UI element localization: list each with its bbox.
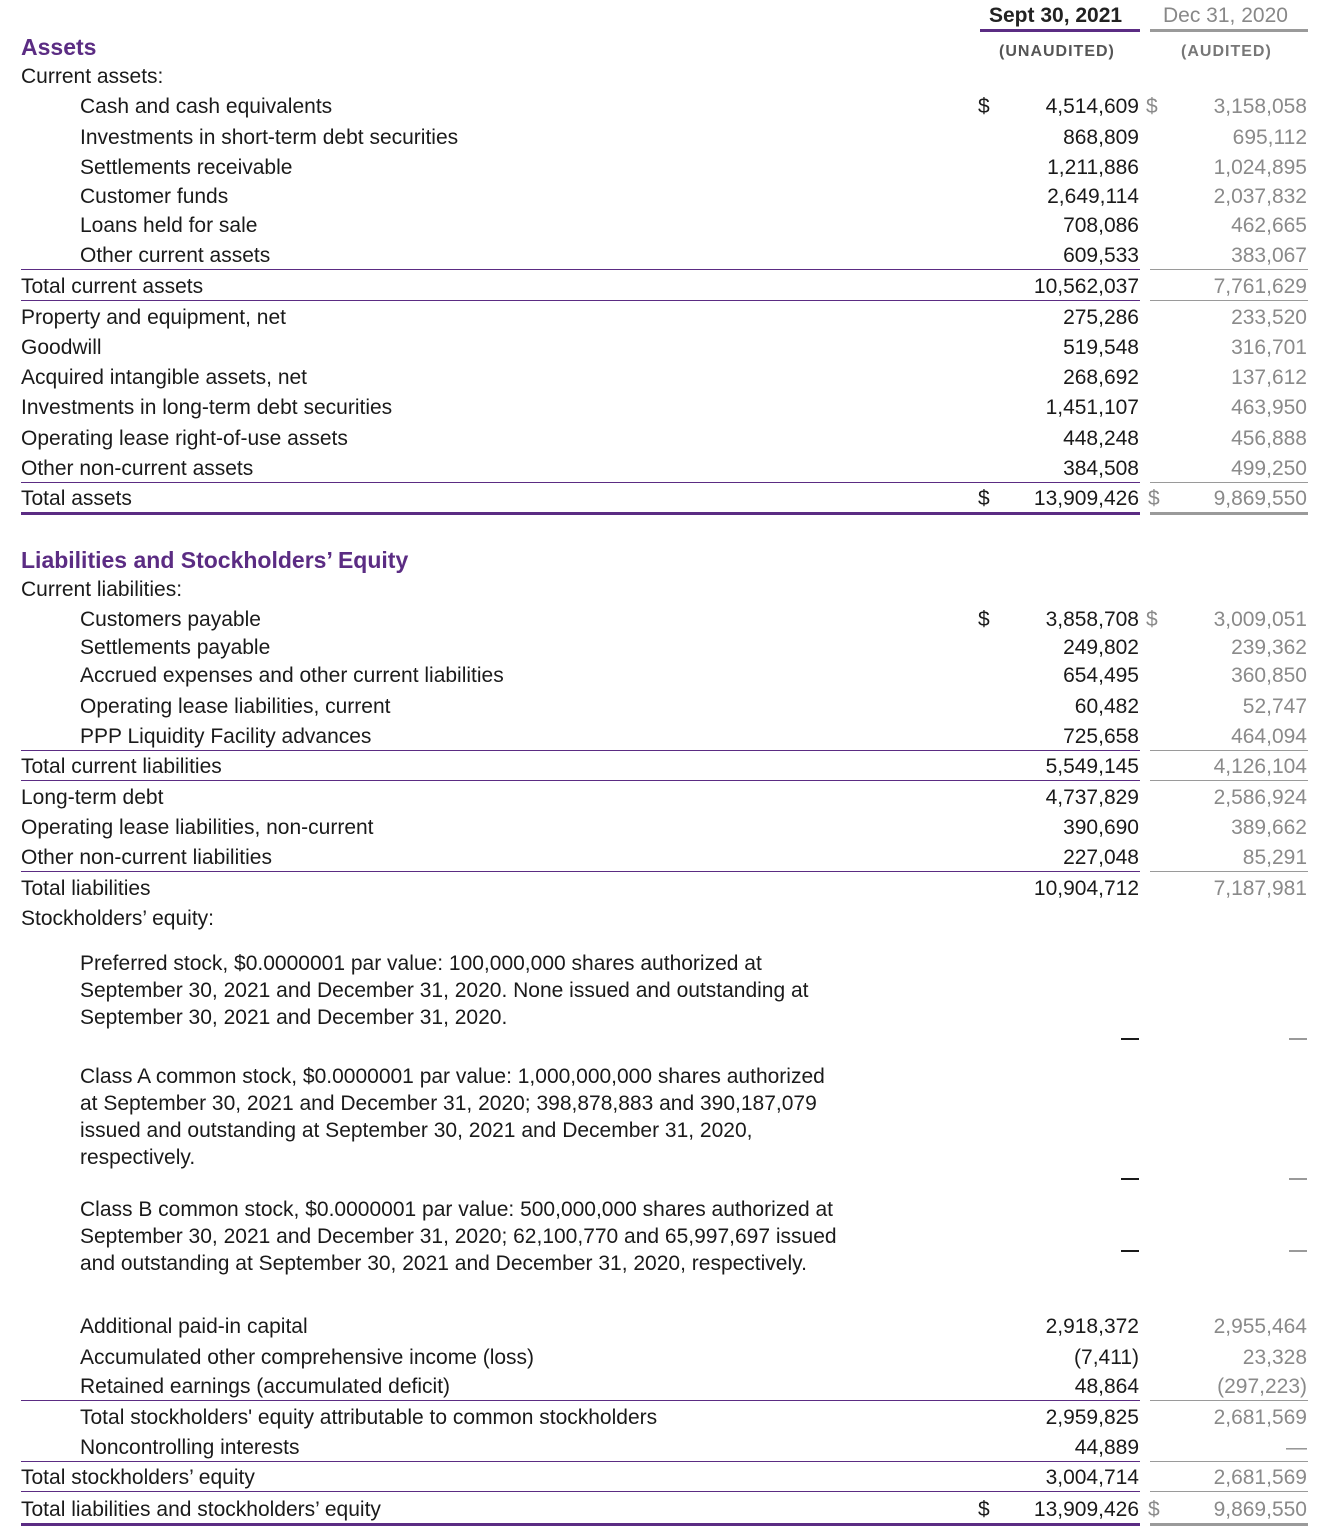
row-label: Total stockholders' equity attributable to common stockholders bbox=[80, 1406, 658, 1429]
row-label: Other current assets bbox=[80, 244, 271, 267]
row-value-2021: 13,909,426 bbox=[1033, 1498, 1139, 1521]
total-underline bbox=[21, 512, 1140, 515]
class-b-stock-description: Class B common stock, $0.0000001 par value: 500,000,000 shares authorized at September 30, 2021 and December 31, 2020; 62,100,770 and 65,997,697 issued and outstanding at September 30, 2021 and December 31, 2020, respectively. bbox=[80, 1198, 837, 1275]
divider bbox=[21, 871, 1140, 872]
row-label: Settlements receivable bbox=[80, 156, 293, 179]
row-value-2021: 44,889 bbox=[1074, 1436, 1139, 1459]
row-value-2020: 462,665 bbox=[1231, 214, 1307, 237]
divider bbox=[1150, 300, 1308, 301]
row-label: Operating lease liabilities, current bbox=[80, 695, 391, 718]
currency-symbol: $ bbox=[978, 1498, 990, 1521]
divider bbox=[1150, 482, 1308, 483]
row-value-2020: 3,158,058 bbox=[1213, 95, 1307, 118]
row-label: Other non-current assets bbox=[21, 457, 254, 480]
section-title-liabilities: Liabilities and Stockholders’ Equity bbox=[21, 547, 409, 573]
currency-symbol: $ bbox=[1146, 95, 1158, 118]
divider bbox=[21, 1400, 1140, 1401]
divider bbox=[1150, 1491, 1308, 1492]
current-assets-label: Current assets: bbox=[21, 65, 164, 88]
row-value-2020: 2,586,924 bbox=[1213, 786, 1307, 809]
row-value-2020: 233,520 bbox=[1231, 306, 1307, 329]
total-underline bbox=[1150, 1523, 1308, 1526]
row-label: Total liabilities and stockholders’ equity bbox=[21, 1498, 381, 1521]
row-value-2020: 9,869,550 bbox=[1213, 487, 1307, 510]
row-label: Total current assets bbox=[21, 275, 204, 298]
row-value-2020: 316,701 bbox=[1231, 336, 1307, 359]
row-value-2021: 10,904,712 bbox=[1033, 877, 1139, 900]
row-value-2020: 85,291 bbox=[1242, 846, 1307, 869]
row-value-2021: 2,918,372 bbox=[1045, 1315, 1139, 1338]
row-value-2021: 48,864 bbox=[1074, 1375, 1139, 1398]
nil-dash bbox=[1289, 1178, 1307, 1180]
row-value-2021: 708,086 bbox=[1063, 214, 1139, 237]
row-value-2021: 227,048 bbox=[1063, 846, 1139, 869]
row-value-2020: (297,223) bbox=[1217, 1375, 1307, 1398]
row-label: Total current liabilities bbox=[21, 755, 222, 778]
row-value-2020: 464,094 bbox=[1231, 725, 1307, 748]
row-value-2020: — bbox=[1286, 1436, 1307, 1459]
row-label: Customers payable bbox=[80, 608, 261, 631]
row-value-2020: 499,250 bbox=[1231, 457, 1307, 480]
class-a-stock-description: Class A common stock, $0.0000001 par value: 1,000,000,000 shares authorized at September 30, 2021 and December 31, 2020; 398,878,883 and 390,187,079 issued and outstanding at September 30, 2021 and December 31, 2020, respectively. bbox=[80, 1065, 825, 1169]
currency-symbol: $ bbox=[978, 487, 990, 510]
row-label: Investments in long-term debt securities bbox=[21, 396, 393, 419]
row-value-2021: 13,909,426 bbox=[1033, 487, 1139, 510]
row-value-2021: 1,451,107 bbox=[1045, 396, 1139, 419]
divider bbox=[1150, 269, 1308, 270]
row-value-2020: 360,850 bbox=[1231, 664, 1307, 687]
column-header-sept-2021: Sept 30, 2021 bbox=[989, 4, 1123, 27]
row-value-2021: 5,549,145 bbox=[1045, 755, 1139, 778]
row-value-2021: 60,482 bbox=[1074, 695, 1139, 718]
row-value-2020: 137,612 bbox=[1231, 366, 1307, 389]
row-value-2021: 448,248 bbox=[1063, 427, 1139, 450]
row-value-2021: 3,004,714 bbox=[1045, 1466, 1139, 1489]
row-label: Customer funds bbox=[80, 185, 229, 208]
section-title-assets: Assets bbox=[21, 34, 97, 60]
row-value-2020: 7,761,629 bbox=[1213, 275, 1307, 298]
row-value-2020: 4,126,104 bbox=[1213, 755, 1307, 778]
row-label: Cash and cash equivalents bbox=[80, 95, 333, 118]
divider bbox=[1150, 1461, 1308, 1462]
row-value-2020: 23,328 bbox=[1242, 1346, 1307, 1369]
divider bbox=[1150, 871, 1308, 872]
row-label: Total stockholders’ equity bbox=[21, 1466, 255, 1489]
column-header-dec-2020: Dec 31, 2020 bbox=[1163, 4, 1288, 27]
row-value-2020: 2,681,569 bbox=[1213, 1406, 1307, 1429]
total-underline bbox=[1150, 512, 1308, 515]
row-label: Goodwill bbox=[21, 336, 102, 359]
row-value-2020: 383,067 bbox=[1231, 244, 1307, 267]
column-header-underline-2 bbox=[1150, 29, 1308, 32]
divider bbox=[21, 269, 1140, 270]
row-value-2021: 268,692 bbox=[1063, 366, 1139, 389]
row-label: Accrued expenses and other current liabilities bbox=[80, 664, 504, 687]
nil-dash bbox=[1289, 1038, 1307, 1040]
column-subheader-unaudited: (UNAUDITED) bbox=[999, 43, 1115, 60]
column-header-underline-1 bbox=[980, 29, 1140, 32]
row-value-2021: 2,649,114 bbox=[1047, 185, 1139, 208]
row-label: Additional paid-in capital bbox=[80, 1315, 308, 1338]
row-value-2020: 389,662 bbox=[1231, 816, 1307, 839]
row-label: Investments in short-term debt securities bbox=[80, 126, 459, 149]
divider bbox=[21, 1491, 1140, 1492]
row-value-2021: 10,562,037 bbox=[1033, 275, 1139, 298]
row-label: Retained earnings (accumulated deficit) bbox=[80, 1375, 451, 1398]
row-label: PPP Liquidity Facility advances bbox=[80, 725, 372, 748]
row-value-2021: 4,514,609 bbox=[1045, 95, 1139, 118]
row-value-2021: 654,495 bbox=[1063, 664, 1139, 687]
row-value-2021: (7,411) bbox=[1074, 1346, 1139, 1369]
divider bbox=[21, 300, 1140, 301]
row-label: Long-term debt bbox=[21, 786, 164, 809]
row-value-2020: 52,747 bbox=[1242, 695, 1307, 718]
nil-dash bbox=[1121, 1038, 1139, 1040]
nil-dash bbox=[1121, 1178, 1139, 1180]
divider bbox=[21, 780, 1140, 781]
row-value-2021: 4,737,829 bbox=[1045, 786, 1139, 809]
divider bbox=[21, 482, 1140, 483]
row-label: Acquired intangible assets, net bbox=[21, 366, 308, 389]
divider bbox=[21, 750, 1140, 751]
row-value-2020: 463,950 bbox=[1231, 396, 1307, 419]
row-label: Loans held for sale bbox=[80, 214, 258, 237]
row-value-2020: 3,009,051 bbox=[1213, 608, 1307, 631]
row-value-2020: 2,681,569 bbox=[1213, 1466, 1307, 1489]
row-label: Total assets bbox=[21, 487, 132, 510]
nil-dash bbox=[1289, 1250, 1307, 1252]
row-value-2020: 456,888 bbox=[1231, 427, 1307, 450]
row-value-2020: 239,362 bbox=[1231, 636, 1307, 659]
row-label: Accumulated other comprehensive income (loss) bbox=[80, 1346, 535, 1369]
divider bbox=[1150, 750, 1308, 751]
row-value-2021: 249,802 bbox=[1063, 636, 1139, 659]
row-label: Operating lease liabilities, non-current bbox=[21, 816, 374, 839]
row-value-2021: 390,690 bbox=[1063, 816, 1139, 839]
row-label: Property and equipment, net bbox=[21, 306, 287, 329]
currency-symbol: $ bbox=[978, 95, 990, 118]
current-liabilities-label: Current liabilities: bbox=[21, 578, 183, 601]
row-value-2021: 2,959,825 bbox=[1045, 1406, 1139, 1429]
row-label: Settlements payable bbox=[80, 636, 271, 659]
row-value-2021: 3,858,708 bbox=[1045, 608, 1139, 631]
row-value-2021: 725,658 bbox=[1063, 725, 1139, 748]
row-value-2020: 2,037,832 bbox=[1213, 185, 1307, 208]
row-value-2021: 275,286 bbox=[1063, 306, 1139, 329]
row-label: Noncontrolling interests bbox=[80, 1436, 300, 1459]
divider bbox=[1150, 780, 1308, 781]
row-label: Operating lease right-of-use assets bbox=[21, 427, 348, 450]
row-value-2020: 9,869,550 bbox=[1213, 1498, 1307, 1521]
divider bbox=[1150, 1400, 1308, 1401]
column-subheader-audited: (AUDITED) bbox=[1181, 43, 1272, 60]
row-value-2021: 609,533 bbox=[1063, 244, 1139, 267]
row-value-2021: 1,211,886 bbox=[1047, 156, 1139, 179]
row-value-2020: 695,112 bbox=[1232, 126, 1307, 149]
row-label: Other non-current liabilities bbox=[21, 846, 272, 869]
divider bbox=[21, 1461, 1140, 1462]
currency-symbol: $ bbox=[1148, 487, 1160, 510]
nil-dash bbox=[1121, 1250, 1139, 1252]
preferred-stock-description: Preferred stock, $0.0000001 par value: 100,000,000 shares authorized at September 30, 2021 and December 31, 2020. None issued and outstanding at September 30, 2021 and December 31, 2020. bbox=[80, 952, 809, 1029]
total-underline bbox=[21, 1523, 1140, 1526]
row-value-2020: 2,955,464 bbox=[1213, 1315, 1307, 1338]
row-label: Total liabilities bbox=[21, 877, 151, 900]
currency-symbol: $ bbox=[1146, 608, 1158, 631]
row-value-2021: 519,548 bbox=[1063, 336, 1139, 359]
stockholders-equity-label: Stockholders’ equity: bbox=[21, 907, 214, 930]
currency-symbol: $ bbox=[1148, 1498, 1160, 1521]
row-value-2020: 1,024,895 bbox=[1213, 156, 1307, 179]
row-value-2021: 384,508 bbox=[1063, 457, 1139, 480]
currency-symbol: $ bbox=[978, 608, 990, 631]
row-value-2020: 7,187,981 bbox=[1213, 877, 1307, 900]
row-value-2021: 868,809 bbox=[1063, 126, 1139, 149]
